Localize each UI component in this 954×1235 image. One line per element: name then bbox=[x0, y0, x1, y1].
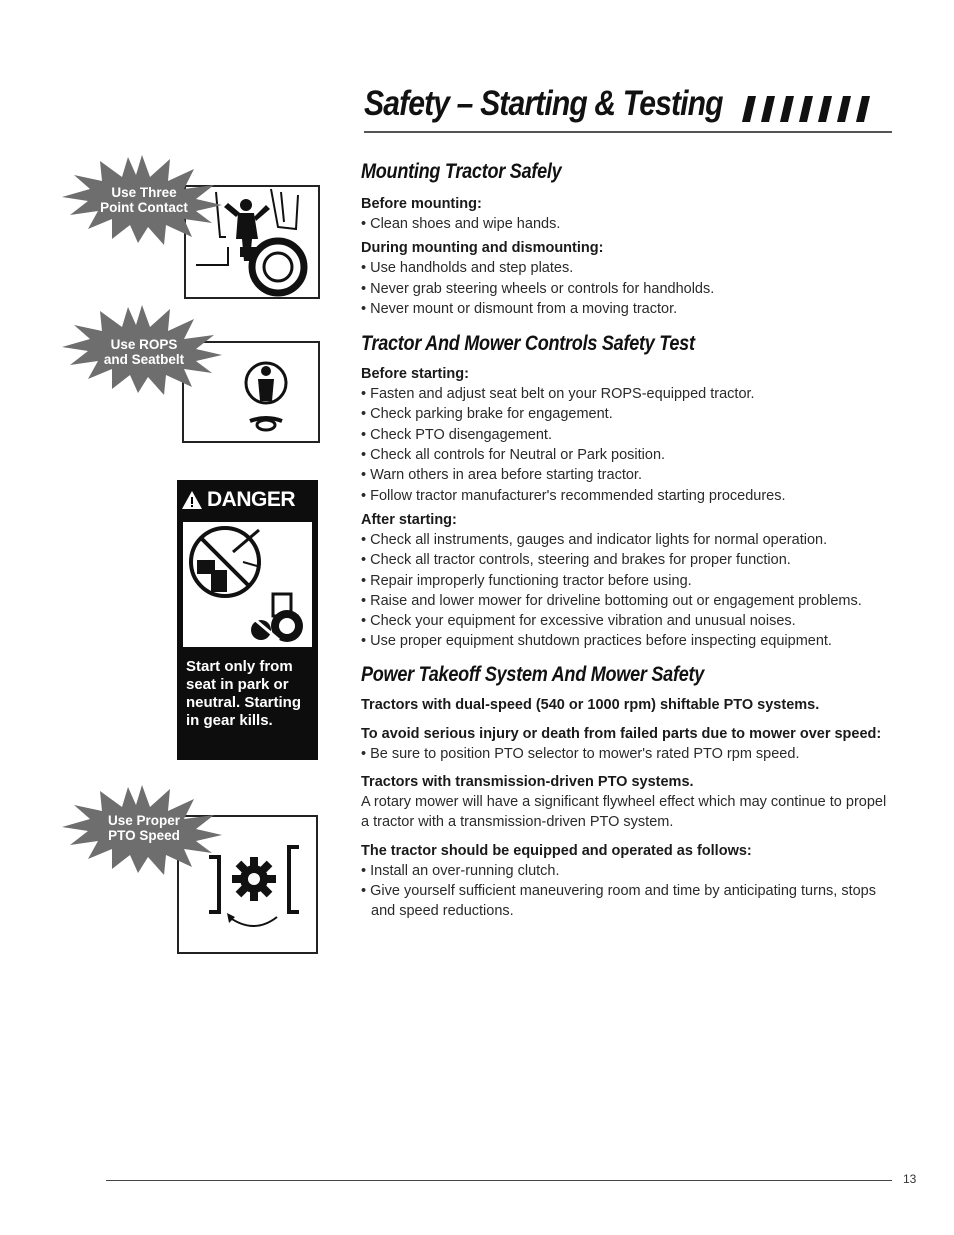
list-item: • Check PTO disengagement. bbox=[361, 426, 552, 443]
heading-mounting: Mounting Tractor Safely bbox=[361, 160, 562, 183]
label-before-starting: Before starting: bbox=[361, 366, 469, 383]
page-number: 13 bbox=[903, 1172, 917, 1186]
label-dual-speed: Tractors with dual-speed (540 or 1000 rpm) shiftable PTO systems. bbox=[361, 696, 820, 713]
list-equipped bbox=[361, 861, 891, 922]
list-item: • Follow tractor manufacturer's recommended starting procedures. bbox=[361, 487, 786, 504]
danger-sign bbox=[177, 480, 318, 760]
three-point-line1: Use Three bbox=[111, 185, 177, 200]
section-controls-test bbox=[361, 332, 891, 652]
heading-controls-test: Tractor And Mower Controls Safety Test bbox=[361, 332, 695, 356]
rops-line1: Use ROPS bbox=[110, 337, 178, 352]
list-item: • Check all instruments, gauges and indicator lights for normal operation. bbox=[361, 531, 828, 548]
list-pto-selector bbox=[361, 744, 891, 764]
list-item: • Give yourself sufficient maneuvering room and time by anticipating turns, stops and speed reductions. bbox=[361, 882, 876, 920]
list-item: • Repair improperly functioning tractor before using. bbox=[361, 572, 692, 589]
list-before-mounting bbox=[361, 214, 891, 234]
sign-rops-seatbelt bbox=[62, 305, 322, 445]
label-avoid-injury: To avoid serious injury or death from failed parts due to mower over speed: bbox=[361, 725, 882, 742]
list-item: • Raise and lower mower for driveline bottoming out or engagement problems. bbox=[361, 592, 862, 609]
list-after-starting bbox=[361, 530, 891, 652]
list-before-starting bbox=[361, 384, 891, 506]
list-item: • Check all tractor controls, steering and brakes for proper function. bbox=[361, 552, 791, 569]
list-item: • Install an over-running clutch. bbox=[361, 862, 560, 879]
section-pto bbox=[361, 663, 891, 922]
list-item: • Never grab steering wheels or controls for handholds. bbox=[361, 280, 715, 297]
list-item: • Check your equipment for excessive vibration and unusual noises. bbox=[361, 613, 796, 630]
label-after-starting: After starting: bbox=[361, 511, 457, 528]
list-item: • Use proper equipment shutdown practices before inspecting equipment. bbox=[361, 633, 832, 650]
list-item: • Clean shoes and wipe hands. bbox=[361, 216, 561, 232]
sign-three-point-contact bbox=[62, 155, 322, 305]
label-during-mounting: During mounting and dismounting: bbox=[361, 240, 604, 257]
list-item: • Be sure to position PTO selector to mower's rated PTO rpm speed. bbox=[361, 745, 800, 762]
list-item: • Use handholds and step plates. bbox=[361, 260, 574, 277]
main-content bbox=[361, 160, 891, 922]
rops-burst-label bbox=[94, 337, 194, 367]
title-rule bbox=[364, 131, 892, 133]
list-during-mounting bbox=[361, 258, 891, 319]
list-item: • Fasten and adjust seat belt on your ROPS-equipped tractor. bbox=[361, 386, 755, 403]
list-item: • Never mount or dismount from a moving tractor. bbox=[361, 300, 678, 317]
label-before-mounting: Before mounting: bbox=[361, 196, 482, 212]
pto-line2: PTO Speed bbox=[108, 828, 180, 843]
no-start-from-ground-icon bbox=[183, 522, 312, 647]
page-title: Safety – Starting & Testing bbox=[364, 84, 723, 123]
footer-rule bbox=[106, 1180, 892, 1181]
heading-pto: Power Takeoff System And Mower Safety bbox=[361, 662, 705, 686]
list-item: • Check parking brake for engagement. bbox=[361, 406, 613, 423]
pto-line1: Use Proper bbox=[107, 813, 181, 828]
page-header bbox=[364, 84, 892, 132]
label-equipped: The tractor should be equipped and operated as follows: bbox=[361, 842, 752, 859]
danger-pictogram bbox=[183, 522, 312, 647]
list-item: • Check all controls for Neutral or Park position. bbox=[361, 447, 666, 464]
list-item: • Warn others in area before starting tractor. bbox=[361, 467, 642, 484]
three-point-line2: Point Contact bbox=[100, 200, 188, 215]
danger-message: Start only from seat in park or neutral. Starting in gear kills. bbox=[186, 658, 302, 729]
rops-line2: and Seatbelt bbox=[103, 352, 185, 367]
three-point-burst-label bbox=[94, 185, 194, 215]
danger-word: DANGER bbox=[207, 488, 296, 511]
para-flywheel: A rotary mower will have a significant flywheel effect which may continue to propel a tractor with a transmission-driven PTO system. bbox=[361, 794, 887, 831]
label-transmission-driven: Tractors with transmission-driven PTO systems. bbox=[361, 774, 694, 791]
title-decoration-bars bbox=[734, 94, 884, 124]
pto-burst-label bbox=[94, 813, 194, 843]
warning-triangle-icon bbox=[181, 490, 203, 510]
section-mounting bbox=[361, 160, 891, 319]
sign-pto-speed bbox=[62, 785, 322, 960]
danger-header bbox=[181, 488, 295, 512]
